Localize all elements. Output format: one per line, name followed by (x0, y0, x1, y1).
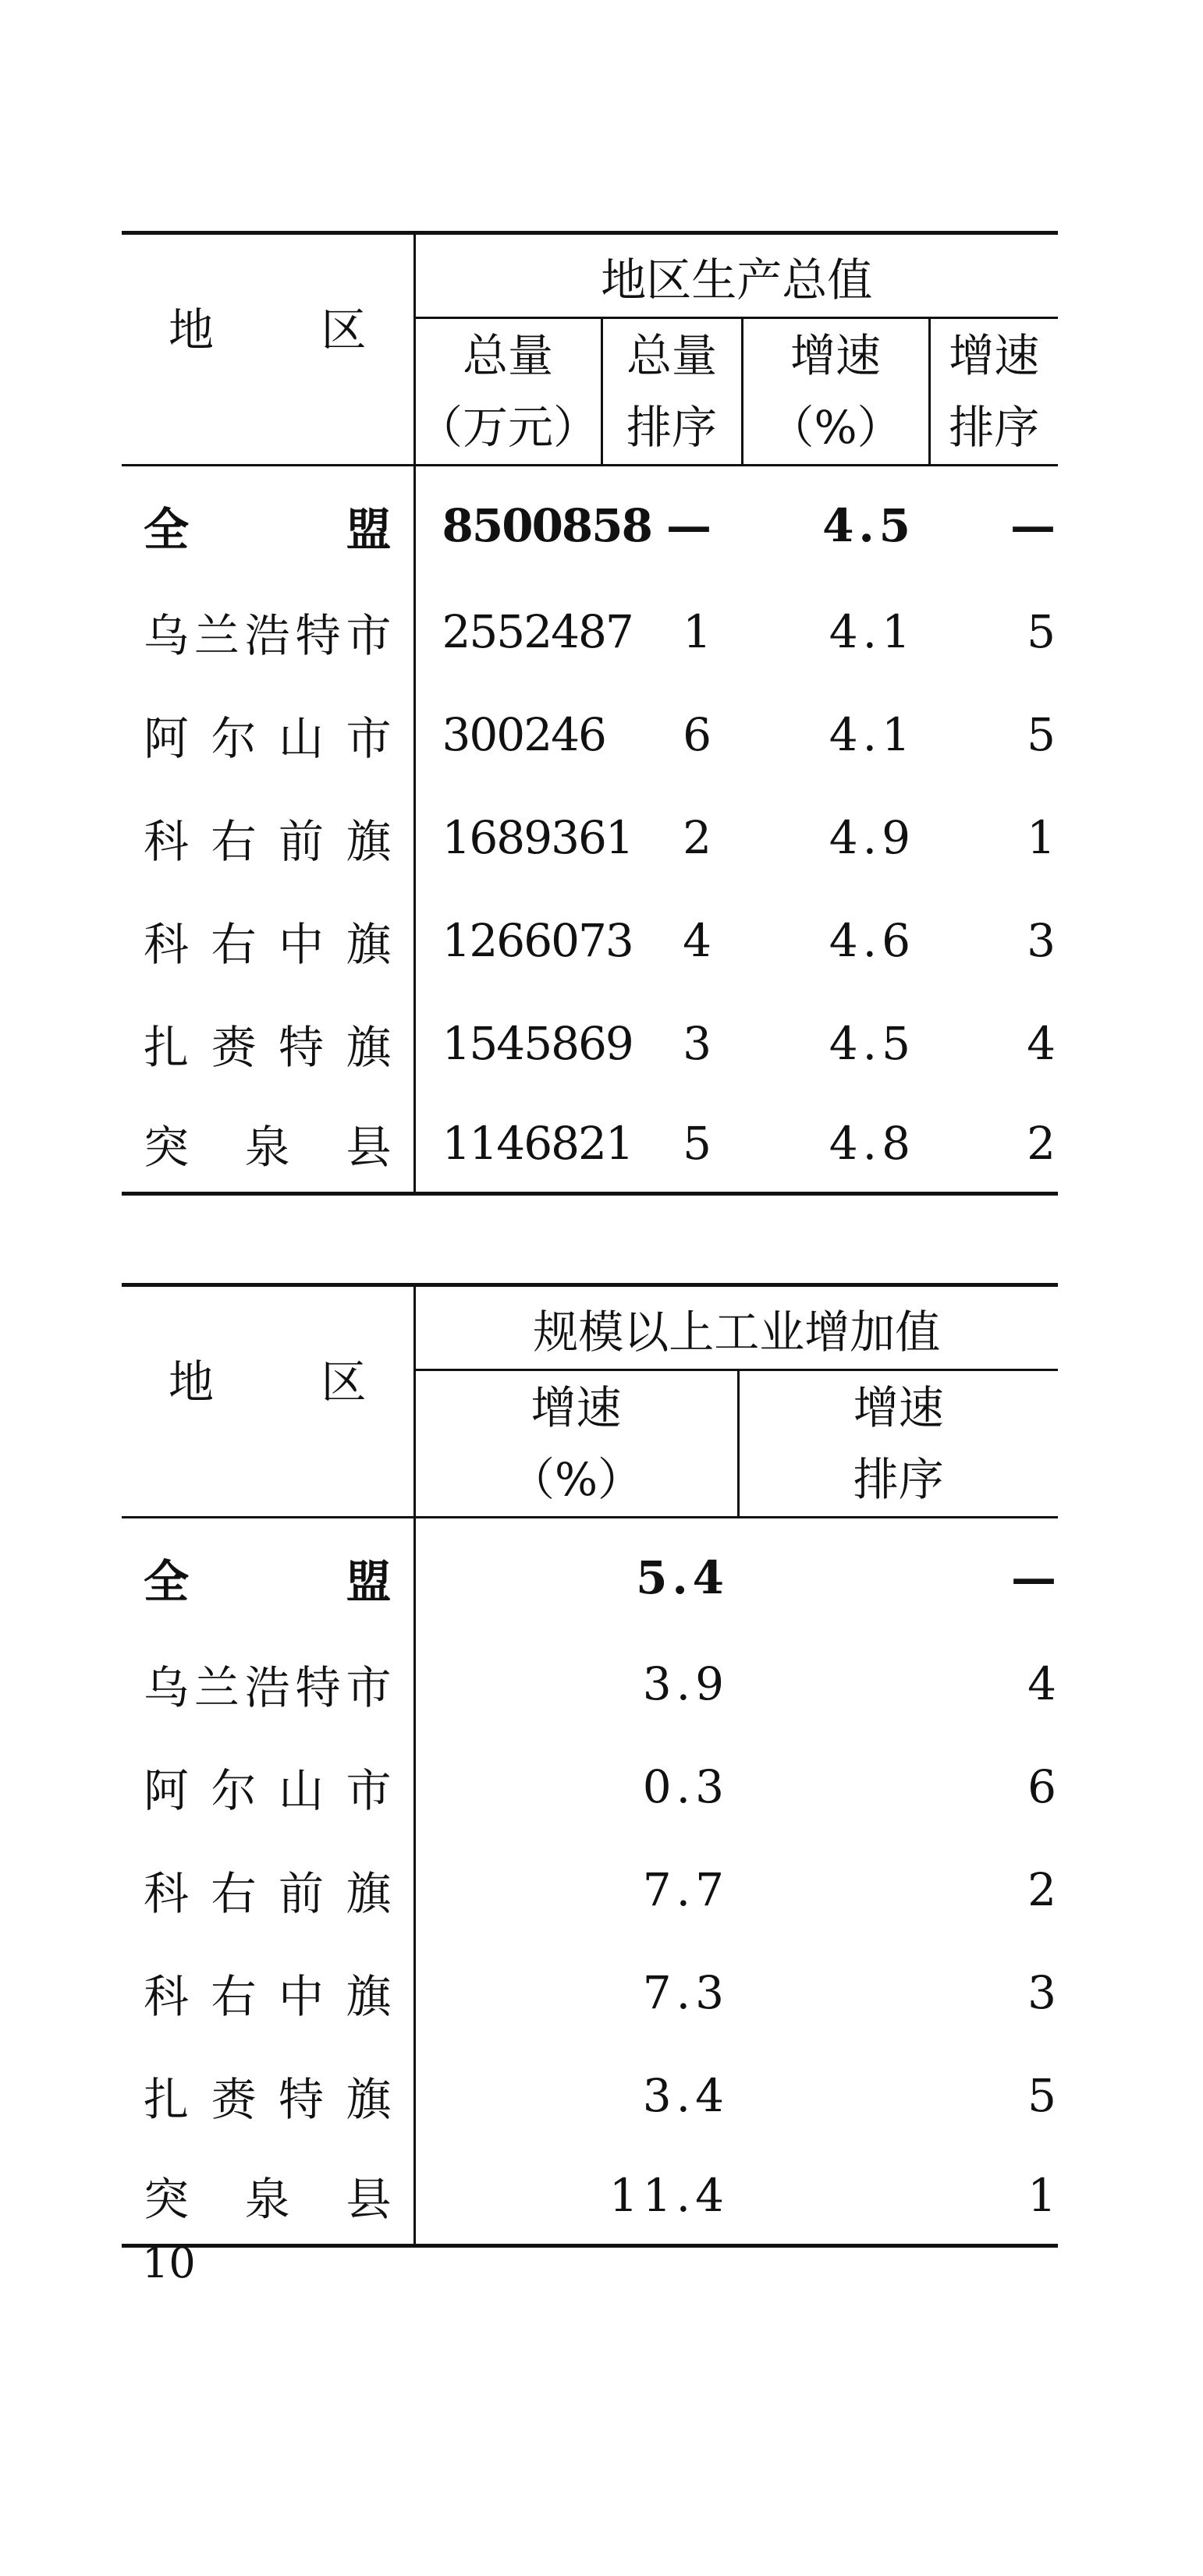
char: 科 (144, 815, 190, 868)
gdp-group-header: 地区生产总值 (414, 233, 1058, 318)
char: 阿 (144, 1764, 190, 1817)
header-line: （%） (509, 1453, 644, 1506)
region-cell (122, 1838, 414, 1941)
table-row (122, 1095, 1058, 1194)
char: 右 (211, 1867, 257, 1920)
growth-rank-cell: 2 (1027, 1117, 1057, 1170)
char: 市 (346, 609, 392, 662)
total-rank-cell: — (666, 499, 712, 552)
industry-rank-cell: 4 (1027, 1657, 1057, 1710)
char: 市 (346, 1764, 392, 1817)
growth-rate-cell: 4.8 (829, 1117, 915, 1170)
region-name (144, 599, 392, 664)
char: 浩 (244, 1661, 290, 1714)
industry-rank-cell: — (1011, 1551, 1057, 1604)
growth-rate-cell: 4.1 (829, 708, 915, 761)
region-cell (122, 580, 414, 683)
region-name (144, 702, 392, 767)
industry-table-body (122, 1518, 1058, 2246)
total-amount-cell: 1689361 (442, 811, 633, 864)
industry-rank-cell: 5 (1027, 2069, 1057, 2122)
char: 市 (346, 712, 392, 765)
char: 盟 (346, 1555, 392, 1608)
char: 赉 (211, 2073, 257, 2126)
region-name (144, 1545, 392, 1610)
char: 旗 (346, 815, 392, 868)
region-cell (122, 2044, 414, 2147)
table-row (122, 786, 1058, 889)
header-line: （%） (768, 401, 903, 454)
gdp-table (122, 231, 1058, 1196)
header-line: （万元） (417, 401, 598, 454)
industry-table (122, 1283, 1058, 2248)
region-name (144, 1857, 392, 1922)
industry-growth-cell: 7.7 (642, 1863, 729, 1916)
char: 地 (169, 303, 215, 356)
char: 市 (346, 1661, 392, 1714)
char: 旗 (346, 1021, 392, 1074)
industry-growth-cell: 3.4 (642, 2069, 729, 2122)
table-row (122, 992, 1058, 1095)
header-line: 排序 (626, 401, 717, 454)
table-row (122, 1838, 1058, 1941)
industry-rank-cell: 1 (1027, 2169, 1057, 2222)
char: 旗 (346, 1867, 392, 1920)
total-amount-cell: 300246 (442, 708, 605, 761)
industry-growth-header (414, 1370, 738, 1518)
region-name (144, 1960, 392, 2025)
char: 扎 (144, 1021, 190, 1074)
region-cell (122, 2147, 414, 2246)
char: 县 (346, 1121, 392, 1174)
industry-rank-cell: 6 (1027, 1760, 1057, 1813)
growth-rank-cell: 1 (1027, 811, 1057, 864)
total-rank-cell: 2 (683, 811, 712, 864)
region-name (144, 493, 392, 558)
region-name (144, 1754, 392, 1819)
char: 尔 (211, 712, 257, 765)
char: 乌 (144, 1661, 190, 1714)
industry-rank-header (738, 1370, 1058, 1518)
char: 科 (144, 1867, 190, 1920)
char: 右 (211, 918, 257, 971)
region-column-header (122, 1285, 414, 1518)
char: 山 (278, 1764, 324, 1817)
char: 旗 (346, 1970, 392, 2023)
char: 泉 (244, 1121, 290, 1174)
char: 区 (321, 303, 367, 356)
region-cell (122, 466, 414, 581)
region-cell (122, 1095, 414, 1194)
table-row (122, 683, 1058, 786)
char: 乌 (144, 609, 190, 662)
region-cell (122, 889, 414, 992)
char: 扎 (144, 2073, 190, 2126)
growth-rate-header (742, 318, 929, 466)
industry-growth-cell: 3.9 (642, 1657, 729, 1710)
char: 泉 (244, 2173, 290, 2226)
header-line: 增速 (790, 329, 881, 382)
char: 区 (321, 1355, 367, 1408)
char: 科 (144, 918, 190, 971)
total-amount-cell: 1146821 (442, 1117, 633, 1170)
growth-rate-cell: 4.6 (829, 914, 915, 967)
char: 右 (211, 1970, 257, 2023)
growth-rank-cell: — (1010, 499, 1057, 552)
growth-rank-header (929, 318, 1058, 466)
char: 县 (346, 2173, 392, 2226)
char: 科 (144, 1970, 190, 2023)
char: 浩 (244, 609, 290, 662)
industry-group-header: 规模以上工业增加值 (414, 1285, 1058, 1370)
header-line: 增速 (853, 1381, 944, 1434)
char: 突 (144, 2173, 190, 2226)
table-row (122, 889, 1058, 992)
char: 右 (211, 815, 257, 868)
char: 特 (295, 609, 341, 662)
char: 中 (278, 918, 324, 971)
char: 特 (278, 2073, 324, 2126)
char: 全 (144, 503, 190, 556)
total-rank-cell: 3 (683, 1017, 712, 1070)
industry-growth-cell: 7.3 (642, 1966, 729, 2019)
region-name (144, 2063, 392, 2128)
industry-growth-cell: 5.4 (636, 1551, 729, 1604)
region-cell (122, 786, 414, 889)
char: 中 (278, 1970, 324, 2023)
table-row (122, 2147, 1058, 2246)
total-amount-header (414, 318, 602, 466)
region-name (144, 1011, 392, 1076)
region-name (144, 805, 392, 870)
char: 特 (295, 1661, 341, 1714)
char: 盟 (346, 503, 392, 556)
table-row (122, 1735, 1058, 1838)
char: 突 (144, 1121, 190, 1174)
header-line: 增速 (949, 329, 1040, 382)
region-cell (122, 1632, 414, 1735)
total-rank-cell: 5 (683, 1117, 712, 1170)
char: 兰 (193, 609, 240, 662)
char: 旗 (346, 918, 392, 971)
char: 尔 (211, 1764, 257, 1817)
industry-growth-cell: 11.4 (609, 2169, 729, 2222)
char: 兰 (193, 1661, 240, 1714)
growth-rank-cell: 4 (1027, 1017, 1057, 1070)
region-cell (122, 992, 414, 1095)
industry-rank-cell: 3 (1027, 1966, 1057, 2019)
total-rank-cell: 4 (683, 914, 712, 967)
table-row (122, 580, 1058, 683)
region-header-label (122, 1345, 413, 1411)
char: 地 (169, 1355, 215, 1408)
growth-rate-cell: 4.1 (829, 605, 915, 658)
region-name (144, 908, 392, 973)
growth-rank-cell: 5 (1027, 708, 1057, 761)
total-amount-cell: 1545869 (442, 1017, 633, 1070)
growth-rank-cell: 5 (1027, 605, 1057, 658)
growth-rate-cell: 4.5 (829, 1017, 915, 1070)
char: 特 (278, 1021, 324, 1074)
growth-rate-cell: 4.5 (822, 499, 915, 552)
total-amount-cell: 2552487 (442, 605, 633, 658)
industry-rank-cell: 2 (1027, 1863, 1057, 1916)
total-amount-cell: 8500858 (442, 499, 651, 552)
total-rank-header (602, 318, 742, 466)
header-line: 增速 (531, 1381, 622, 1434)
industry-growth-cell: 0.3 (642, 1760, 729, 1813)
region-cell (122, 1518, 414, 1633)
region-cell (122, 1941, 414, 2044)
char: 赉 (211, 1021, 257, 1074)
region-header-label (122, 293, 413, 359)
char: 全 (144, 1555, 190, 1608)
region-name (144, 2163, 392, 2228)
header-line: 总量 (626, 329, 717, 382)
char: 阿 (144, 712, 190, 765)
gdp-table-body (122, 466, 1058, 1194)
region-name (144, 1111, 392, 1176)
header-line: 总量 (462, 329, 553, 382)
table-row (122, 1518, 1058, 1633)
region-cell (122, 683, 414, 786)
total-rank-cell: 1 (683, 605, 712, 658)
header-line: 排序 (949, 401, 1040, 454)
growth-rate-cell: 4.9 (829, 811, 915, 864)
table-row (122, 2044, 1058, 2147)
header-line: 排序 (853, 1453, 944, 1506)
page-number: 10 (142, 2238, 196, 2287)
char: 旗 (346, 2073, 392, 2126)
char: 山 (278, 712, 324, 765)
growth-rank-cell: 3 (1027, 914, 1057, 967)
char: 前 (278, 815, 324, 868)
table-row (122, 1632, 1058, 1735)
total-amount-cell: 1266073 (442, 914, 633, 967)
total-rank-cell: 6 (683, 708, 712, 761)
table-row (122, 466, 1058, 581)
table-row (122, 1941, 1058, 2044)
region-column-header (122, 233, 414, 466)
region-name (144, 1651, 392, 1717)
char: 前 (278, 1867, 324, 1920)
region-cell (122, 1735, 414, 1838)
